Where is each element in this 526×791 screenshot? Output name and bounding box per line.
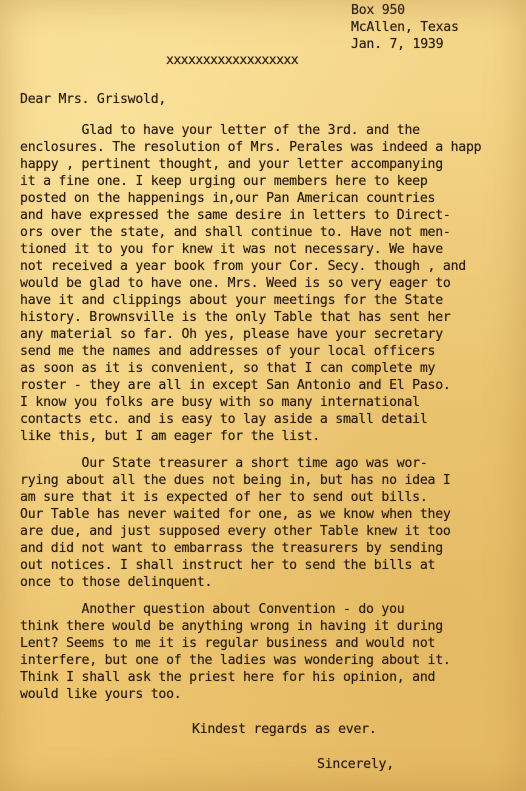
typed-separator: xxxxxxxxxxxxxxxxxx xyxy=(166,53,299,68)
paragraph-2-line: am sure that it is expected of her to send out bills. xyxy=(20,490,428,505)
letter-date: Jan. 7, 1939 xyxy=(351,37,444,52)
paragraph-2-line: Our State treasurer a short time ago was wor- xyxy=(20,456,428,471)
closing: Kindest regards as ever. xyxy=(192,722,377,737)
paragraph-1-line: Glad to have your letter of the 3rd. and the xyxy=(20,123,420,138)
paragraph-1-line: roster - they are all in except San Antonio and El Paso. xyxy=(20,378,451,393)
paragraph-3-line: would like yours too. xyxy=(20,687,182,702)
paragraph-2-line: rying about all the dues not being in, but has no idea I xyxy=(20,473,451,488)
paragraph-1-line: contacts etc. and is easy to lay aside a small detail xyxy=(20,412,428,427)
paragraph-1-line: I know you folks are busy with so many international xyxy=(20,395,420,410)
paragraph-2-line: are due, and just supposed every other Table knew it too xyxy=(20,524,451,539)
paragraph-1-line: tioned it to you for knew it was not necessary. We have xyxy=(20,242,443,257)
paragraph-3-line: Another question about Convention - do you xyxy=(20,602,405,617)
paragraph-1-line: happy , pertinent thought, and your letter accompanying xyxy=(20,157,443,172)
paragraph-1-line: have it and clippings about your meetings for the State xyxy=(20,293,443,308)
paragraph-1-line: as soon as it is convenient, so that I can complete my xyxy=(20,361,436,376)
paragraph-1-line: any material so far. Oh yes, please have your secretary xyxy=(20,327,443,342)
paragraph-2-line: and did not want to embarrass the treasurers by sending xyxy=(20,541,443,556)
paragraph-2-line: out notices. I shall instruct her to send the bills at xyxy=(20,558,436,573)
paragraph-1-line: send me the names and addresses of your local officers xyxy=(20,344,436,359)
paragraph-1-line: posted on the happenings in,our Pan American countries xyxy=(20,191,436,206)
paragraph-3-line: think there would be anything wrong in having it during xyxy=(20,619,443,634)
paragraph-1-line: ors over the state, and shall continue to. Have not men- xyxy=(20,225,451,240)
salutation: Dear Mrs. Griswold, xyxy=(20,92,167,107)
paragraph-1-line: like this, but I am eager for the list. xyxy=(20,429,320,444)
paragraph-1-line: not received a year book from your Cor. Secy. though , and xyxy=(20,259,466,274)
paragraph-2-line: Our Table has never waited for one, as we know when they xyxy=(20,507,451,522)
paragraph-1-line: would be glad to have one. Mrs. Weed is so very eager to xyxy=(20,276,451,291)
address-line-city: McAllen, Texas xyxy=(351,20,459,35)
paragraph-1-line: history. Brownsville is the only Table that has sent her xyxy=(20,310,451,325)
paragraph-3-line: Lent? Seems to me it is regular business and would not xyxy=(20,636,436,651)
signoff: Sincerely, xyxy=(317,757,394,772)
paragraph-1-line: and have expressed the same desire in letters to Direct- xyxy=(20,208,451,223)
paragraph-1-line: enclosures. The resolution of Mrs. Perales was indeed a happ xyxy=(20,140,482,155)
paragraph-3-line: interfere, but one of the ladies was wondering about it. xyxy=(20,653,451,668)
address-line-po-box: Box 950 xyxy=(351,3,405,18)
paragraph-2-line: once to those delinquent. xyxy=(20,575,213,590)
paragraph-3-line: Think I shall ask the priest here for his opinion, and xyxy=(20,670,436,685)
paragraph-1-line: it a fine one. I keep urging our members here to keep xyxy=(20,174,428,189)
